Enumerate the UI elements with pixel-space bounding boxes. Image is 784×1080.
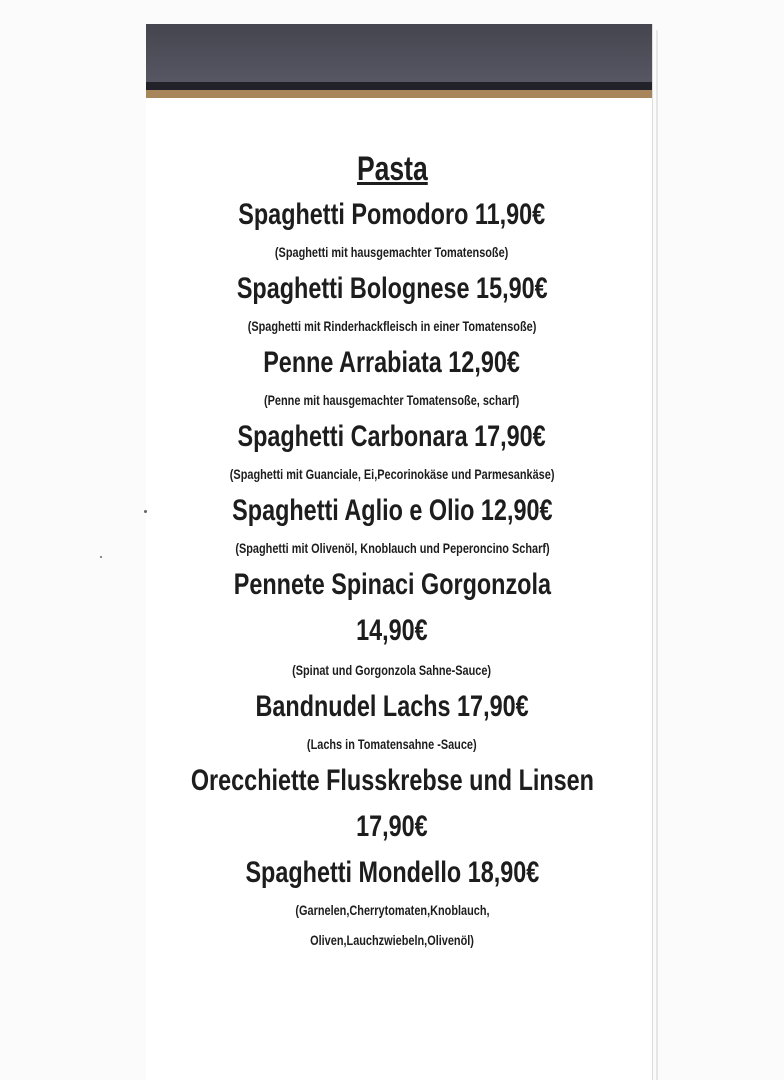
item-description: (Garnelen,Cherrytomaten,Knoblauch, — [294, 902, 490, 918]
item-name: Spaghetti Aglio e Olio 12,90€ — [231, 494, 553, 527]
item-name: Spaghetti Mondello 18,90€ — [245, 856, 539, 889]
menu-item — [0, 341, 784, 415]
item-description: Oliven,Lauchzwiebeln,Olivenöl) — [310, 932, 474, 948]
header-band-dark — [146, 24, 652, 82]
item-price: 14,90€ — [356, 614, 428, 647]
menu-item — [0, 193, 784, 267]
header-band-gold — [146, 90, 652, 98]
menu-item — [0, 563, 784, 685]
item-name: Bandnudel Lachs 17,90€ — [255, 690, 529, 723]
item-name: Spaghetti Pomodoro 11,90€ — [238, 198, 546, 231]
menu-item — [0, 685, 784, 759]
menu-item — [0, 851, 784, 955]
item-name: Penne Arrabiata 12,90€ — [263, 346, 521, 379]
item-description: (Penne mit hausgemachter Tomatensoße, scharf) — [264, 392, 520, 408]
item-description: (Spinat und Gorgonzola Sahne-Sauce) — [292, 662, 492, 678]
item-name: Spaghetti Bolognese 15,90€ — [236, 272, 548, 305]
menu-section — [0, 150, 784, 955]
menu-item — [0, 415, 784, 489]
header-band-black — [146, 82, 652, 90]
item-description: (Spaghetti mit Guanciale, Ei,Pecorinokäse und Parmesankäse) — [229, 466, 555, 482]
item-name: Spaghetti Carbonara 17,90€ — [237, 420, 547, 453]
item-description: (Lachs in Tomatensahne -Sauce) — [307, 736, 477, 752]
item-name: Orecchiette Flusskrebse und Linsen — [190, 764, 594, 797]
menu-item — [0, 759, 784, 851]
item-description: (Spaghetti mit Olivenöl, Knoblauch und Peperoncino Scharf) — [234, 540, 550, 556]
item-price: 17,90€ — [356, 810, 428, 843]
item-description: (Spaghetti mit hausgemachter Tomatensoße) — [275, 244, 509, 260]
item-name: Pennete Spinaci Gorgonzola — [233, 568, 551, 601]
section-title: Pasta — [356, 150, 428, 188]
item-description: (Spaghetti mit Rinderhackfleisch in einer Tomatensoße) — [247, 318, 537, 334]
menu-item — [0, 267, 784, 341]
menu-item — [0, 489, 784, 563]
